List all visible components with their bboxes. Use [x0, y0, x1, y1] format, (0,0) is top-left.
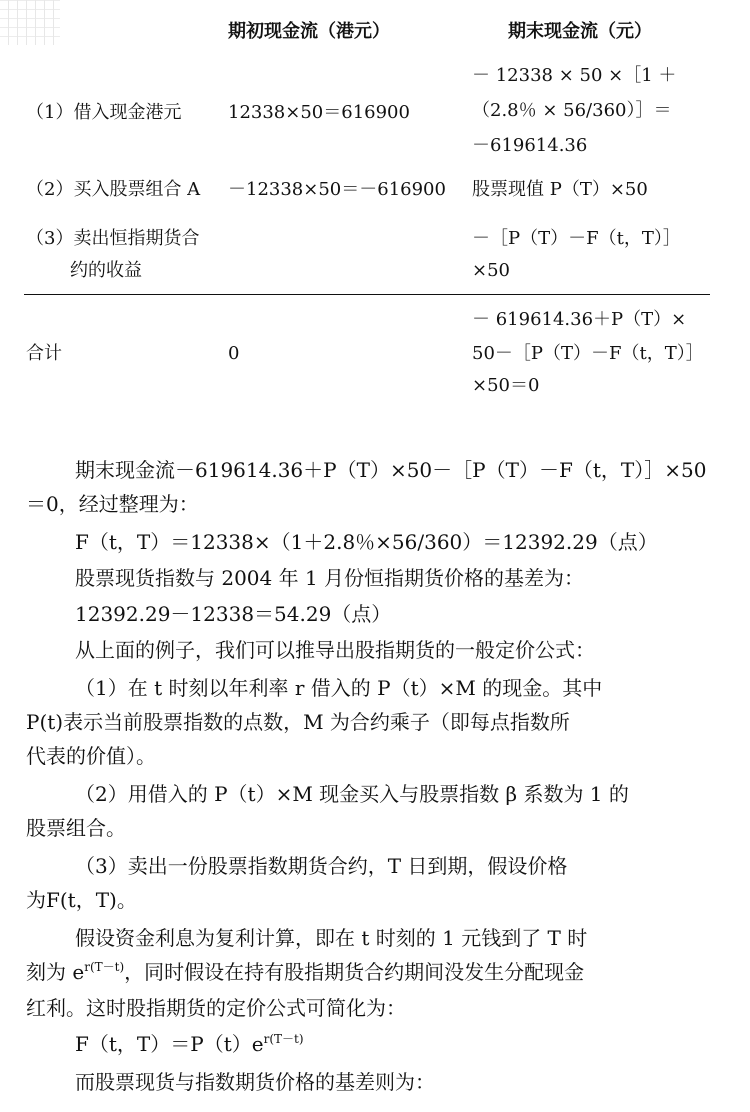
interest-exponent: r(T－t) — [84, 960, 125, 974]
para-basis-intro: 股票现货指数与 2004 年 1 月份恒指期货价格的基差为： — [75, 566, 585, 590]
para-step1-line1: （1）在 t 时刻以年利率 r 借入的 P（t）×M 的现金。其中 — [75, 676, 603, 700]
total-final-line3: ×50＝0 — [472, 375, 540, 396]
para-general-formula: 从上面的例子，我们可以推导出股指期货的一般定价公式： — [75, 638, 595, 662]
total-final-line2: 50－［P（T）－F（t，T）］ — [472, 343, 704, 364]
para-step1-line2: P(t)表示当前股票指数的点数，M 为合约乘子（即每点指数所 — [26, 710, 570, 734]
para-interest-line1: 假设资金利息为复利计算，即在 t 时刻的 1 元钱到了 T 时 — [75, 926, 588, 950]
para-interest-line3: 红利。这时股指期货的定价公式可简化为： — [26, 996, 406, 1020]
interest-line2-post: ，同时假设在持有股指期货合约期间没发生分配现金 — [124, 960, 585, 984]
header-final-cashflow: 期末现金流（元） — [508, 21, 652, 42]
total-label: 合计 — [26, 343, 62, 364]
row2-final: 股票现值 P（T）×50 — [472, 179, 648, 200]
para-basis-value: 12392.29－12338＝54.29（点） — [75, 602, 392, 626]
para-pricing-formula — [75, 1032, 715, 1059]
para-step2-line2: 股票组合。 — [26, 816, 126, 840]
para-basis-formula-intro: 而股票现货与指数期货价格的基差则为： — [75, 1070, 435, 1094]
scan-corner-mark — [0, 0, 60, 45]
pricing-formula-exponent: r(T－t) — [263, 1032, 304, 1046]
row2-initial: －12338×50＝－616900 — [228, 179, 446, 200]
row3-final-line1: －［P（T）－F（t，T）］ — [472, 228, 681, 249]
header-initial-cashflow: 期初现金流（港元） — [228, 21, 390, 42]
para-step2-line1: （2）用借入的 P（t）×M 现金买入与股票指数 β 系数为 1 的 — [75, 782, 629, 806]
para-step3-line2: 为F(t，T)。 — [26, 888, 137, 912]
para-step3-line1: （3）卖出一份股票指数期货合约，T 日到期，假设价格 — [75, 854, 568, 878]
para-final-cashflow-line2: ＝0，经过整理为： — [26, 492, 199, 516]
para-formula-F: F（t，T）＝12338×（1＋2.8％×56/360）＝12392.29（点） — [75, 530, 658, 554]
row1-label: （1）借入现金港元 — [26, 102, 182, 123]
total-final-line1: － 619614.36＋P（T）× — [472, 309, 687, 330]
para-interest-line2 — [26, 960, 716, 987]
pricing-formula-pre: F（t，T）＝P（t）e — [75, 1032, 264, 1056]
row1-final-line1: － 12338 × 50 ×［1 ＋ — [472, 65, 677, 86]
interest-line2-pre: 刻为 e — [26, 960, 85, 984]
total-initial: 0 — [228, 343, 240, 364]
row1-initial: 12338×50＝616900 — [228, 102, 410, 123]
table-rule — [24, 294, 710, 295]
row3-label-line2: 约的收益 — [70, 260, 142, 281]
para-final-cashflow-line1: 期末现金流－619614.36＋P（T）×50－［P（T）－F（t，T）］×50 — [75, 458, 707, 482]
row1-final-line3: －619614.36 — [472, 135, 588, 156]
row3-label-line1: （3）卖出恒指期货合 — [26, 228, 200, 249]
row1-final-line2: （2.8％ × 56/360）］＝ — [472, 100, 672, 121]
row3-final-line2: ×50 — [472, 260, 510, 281]
row2-label: （2）买入股票组合 A — [26, 179, 201, 200]
para-step1-line3: 代表的价值）。 — [26, 744, 156, 768]
